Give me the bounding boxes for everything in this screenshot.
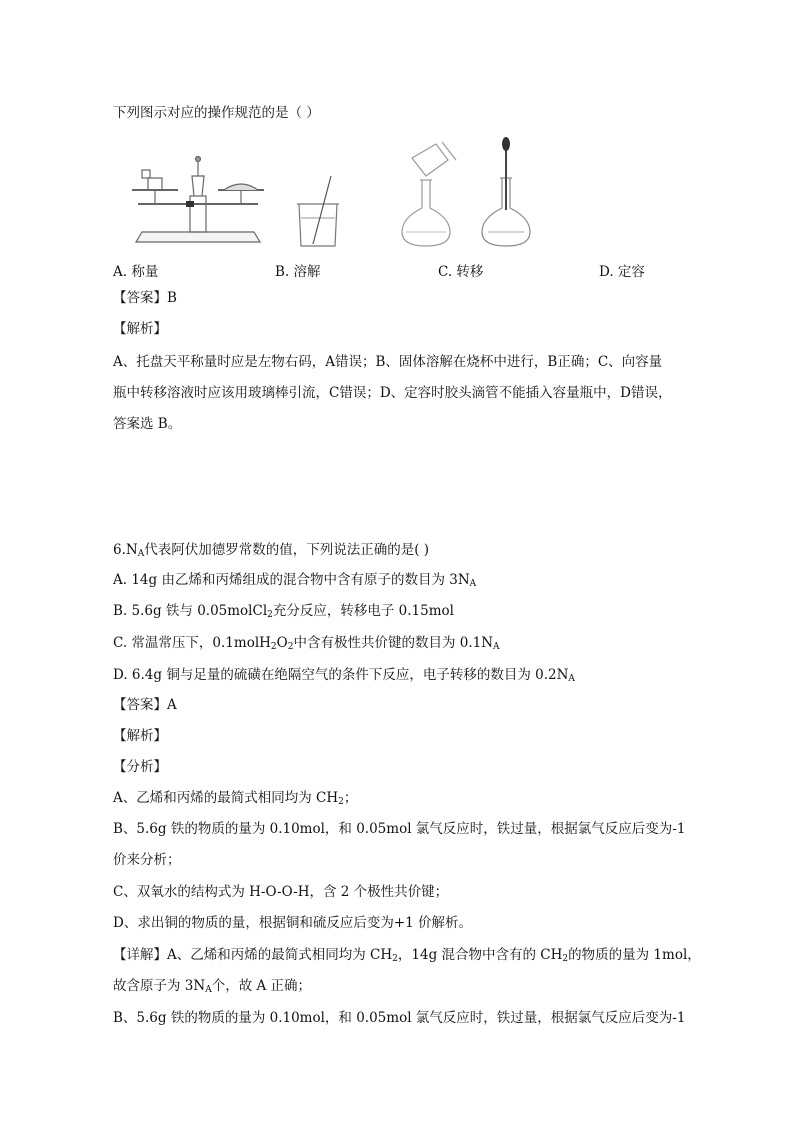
q5-analysis-line: 瓶中转移溶液时应该用玻璃棒引流，C错误；D、定容时胶头滴管不能插入容量瓶中，D错误，	[113, 385, 672, 401]
q6-fenxi-a: A、乙烯和丙烯的最简式相同均为 $CH_2$；	[113, 790, 358, 807]
q5-analysis-line: A、托盘天平称量时应是左物右码，A错误；B、固体溶解在烧杯中进行，B正确；C、向容量	[113, 354, 663, 370]
q6-detail-a-cont: 故含原子为 $3N_A$个，故 A 正确；	[113, 978, 312, 995]
q6-fenxi-title: 【分析】	[113, 759, 167, 775]
q5-option-d: D. 定容	[599, 264, 645, 280]
beaker-figure	[293, 174, 343, 248]
q5-analysis-line: 答案选 B。	[113, 416, 182, 432]
q6-option-a: A. 14g 由乙烯和丙烯组成的混合物中含有原子的数目为 $3N_A$	[113, 572, 477, 589]
q6-option-b: B. 5.6g 铁与 0.05molCl$_2$充分反应，转移电子 0.15mol	[113, 603, 454, 620]
balance-figure	[128, 156, 268, 248]
flask-dropper-figure	[478, 136, 538, 250]
q5-option-c: C. 转移	[438, 264, 484, 280]
q5-figures	[110, 136, 710, 252]
q5-analysis-title: 【解析】	[113, 321, 167, 337]
q6-option-c: C. 常温常压下，$0.1molH_2O_2$中含有极性共价键的数目为 $0.1N_A$	[113, 635, 500, 652]
q6-fenxi-d: D、求出铜的物质的量，根据铜和硫反应后变为+1 价解析。	[113, 915, 473, 931]
q5-option-a: A. 称量	[113, 264, 159, 280]
q6-fenxi-b-cont: 价来分析；	[113, 852, 181, 868]
q6-option-d: D. 6.4g 铜与足量的硫磺在绝隔空气的条件下反应，电子转移的数目为 $0.2N_A$	[113, 667, 575, 684]
q6-stem: $6.N_A$代表阿伏加德罗常数的值，下列说法正确的是( )	[113, 542, 430, 559]
q5-stem: 下列图示对应的操作规范的是（ ）	[113, 105, 320, 121]
q6-detail-a: 【详解】A、乙烯和丙烯的最简式相同均为 $CH_2$，14g 混合物中含有的 $CH_2$的物质的量为 1mol，	[113, 947, 701, 964]
q5-option-b: B. 溶解	[275, 264, 321, 280]
q5-answer: 【答案】B	[113, 290, 177, 306]
flask-transfer-figure	[396, 140, 466, 250]
q6-answer: 【答案】A	[113, 697, 177, 713]
q6-detail-b: B、5.6g 铁的物质的量为 0.10mol，和 0.05mol 氯气反应时，铁过量，根据氯气反应后变为-1	[113, 1010, 686, 1026]
q6-fenxi-b: B、5.6g 铁的物质的量为 0.10mol，和 0.05mol 氯气反应时，铁过量，根据氯气反应后变为-1	[113, 821, 686, 837]
q6-analysis-title: 【解析】	[113, 728, 167, 744]
q6-fenxi-c: C、双氧水的结构式为 H-O-O-H，含 2 个极性共价键；	[113, 884, 449, 900]
